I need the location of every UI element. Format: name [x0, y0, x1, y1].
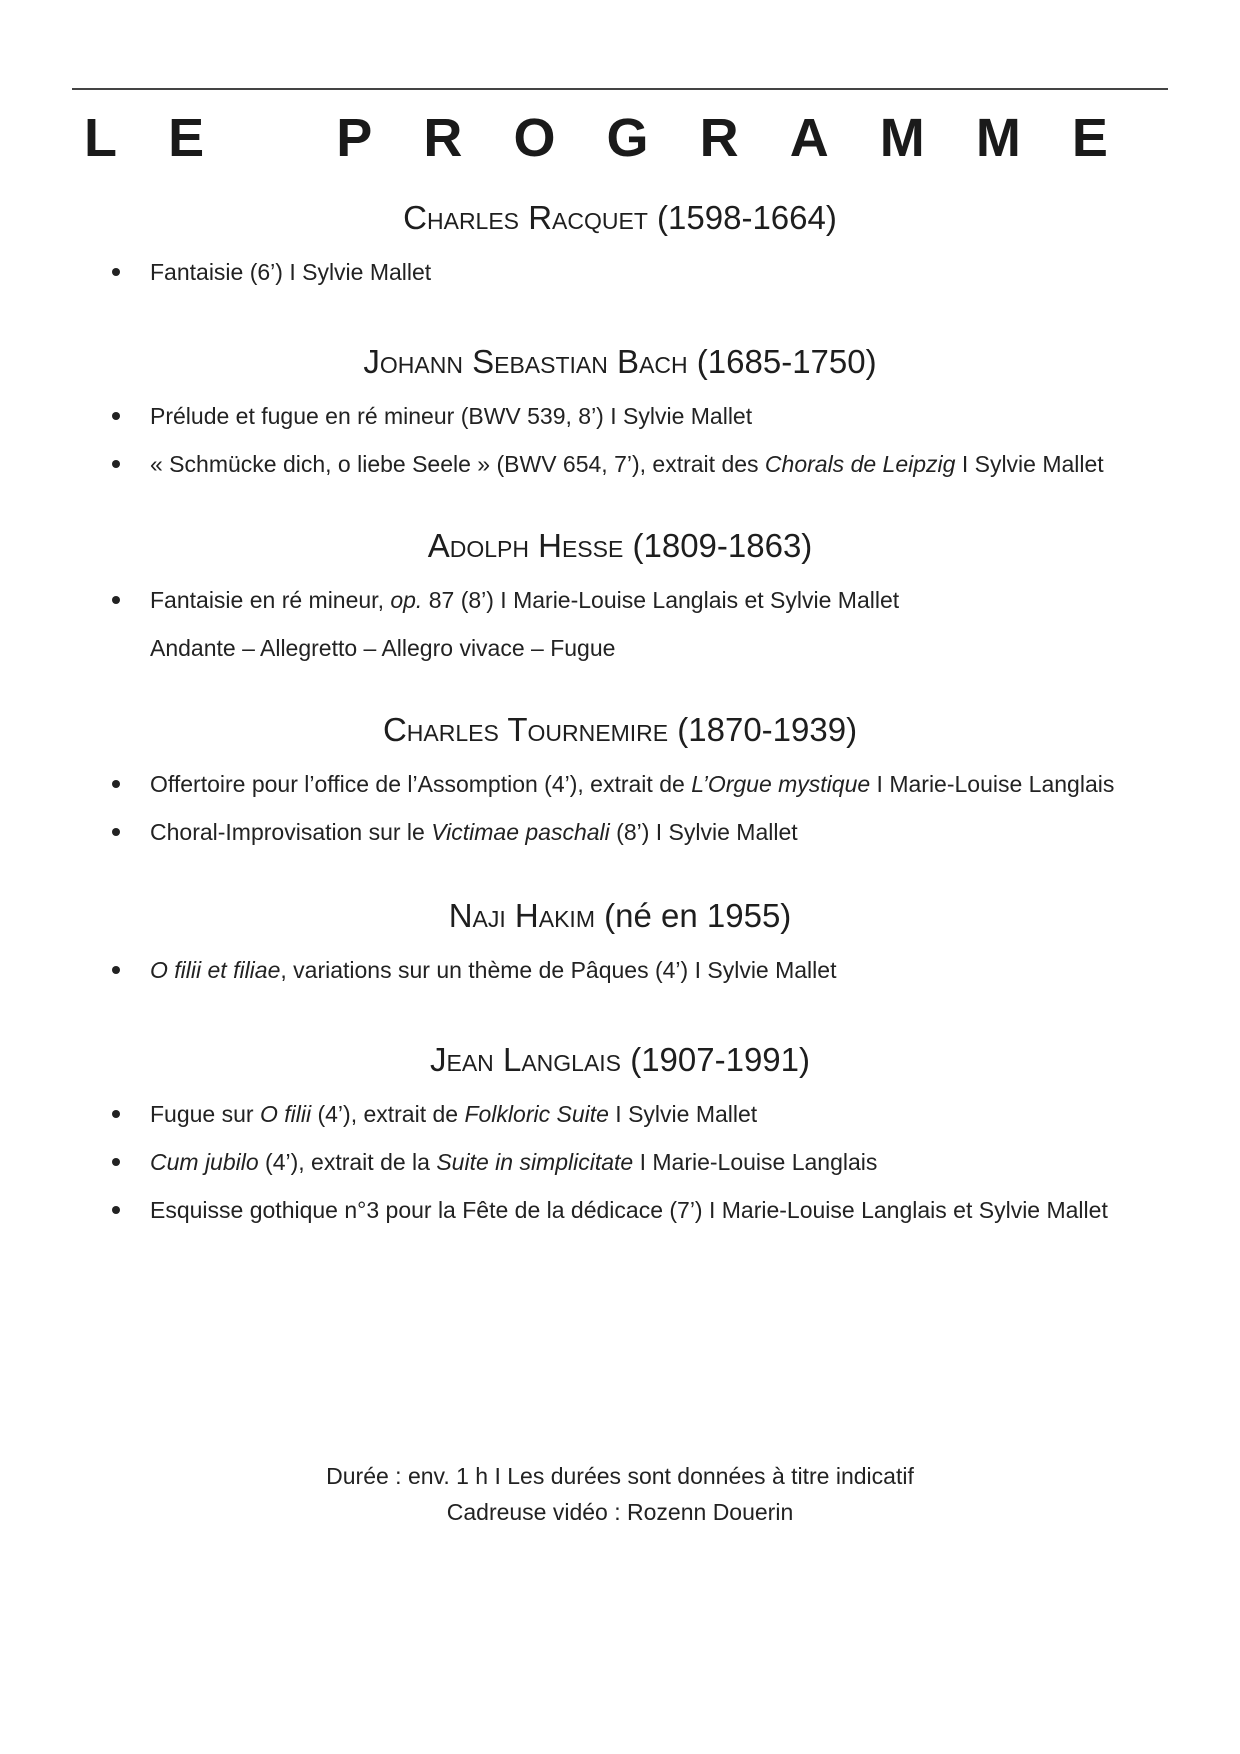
composer-name: Charles Racquet [403, 199, 648, 236]
composer-section [0, 522, 1240, 672]
work-text: Fantaisie en ré mineur, [150, 587, 391, 613]
composer-heading [40, 522, 1200, 570]
work-text: (4’), extrait de [311, 1101, 465, 1127]
work-text: Prélude et fugue en ré mineur (BWV 539, 8’) I Sylvie Mallet [150, 403, 753, 429]
work-text: I Sylvie Mallet [608, 1101, 758, 1127]
work-title-italic: Chorals de Leipzig [764, 451, 956, 477]
composer-section [0, 1036, 1240, 1234]
footer [0, 1458, 1240, 1530]
work-title-italic: Cum jubilo [150, 1149, 259, 1175]
page-title [84, 98, 1108, 178]
composer-name: Adolph Hesse [427, 527, 624, 564]
title-letter: O [513, 108, 556, 168]
composer-heading [40, 1036, 1200, 1084]
works-list [0, 1090, 1240, 1234]
work-text: Esquisse gothique n°3 pour la Fête de la dédicace (7’) I Marie-Louise Langlais et Sylvie Mallet [150, 1197, 1108, 1223]
works-list [0, 248, 1240, 296]
work-item [0, 760, 1240, 808]
work-text: , variations sur un thème de Pâques (4’) I Sylvie Mallet [280, 957, 837, 983]
duration-note: Durée : env. 1 h I Les durées sont données à titre indicatif [326, 1463, 914, 1489]
bullet-icon [112, 780, 120, 788]
composer-section [0, 706, 1240, 856]
composer-dates: (1809-1863) [632, 527, 813, 564]
composer-name: Charles Tournemire [382, 711, 669, 748]
work-title-italic: O filii et filiae [150, 957, 281, 983]
work-text: I Sylvie Mallet [955, 451, 1104, 477]
bullet-icon [112, 828, 120, 836]
work-item [0, 440, 1240, 488]
title-letter: A [789, 108, 829, 168]
works-list [0, 576, 1240, 672]
work-text: « Schmücke dich, o liebe Seele » (BWV 654, 7’), extrait des [150, 451, 765, 477]
works-list [0, 392, 1240, 488]
composer-dates: (1598-1664) [657, 199, 837, 236]
work-text: (8’) I Sylvie Mallet [609, 819, 798, 845]
composer-heading [40, 892, 1200, 940]
composer-name: Johann Sebastian Bach [363, 343, 688, 380]
composer-section [0, 338, 1240, 488]
title-letter: E [1071, 108, 1108, 168]
bullet-icon [112, 268, 120, 276]
works-list [0, 760, 1240, 856]
work-item [0, 392, 1240, 440]
composer-dates: (1907-1991) [630, 1041, 810, 1078]
title-letter: G [606, 108, 649, 168]
composer-name: Naji Hakim [448, 897, 595, 934]
composer-heading [40, 194, 1200, 242]
work-text: I Marie-Louise Langlais [870, 771, 1115, 797]
bullet-icon [112, 966, 120, 974]
title-letter: P [336, 108, 373, 168]
work-text: (4’), extrait de la [258, 1149, 437, 1175]
work-text: Fugue sur [150, 1101, 260, 1127]
bullet-icon [112, 1110, 120, 1118]
composer-dates: (né en 1955) [604, 897, 792, 934]
works-list [0, 946, 1240, 994]
title-letter: M [975, 108, 1021, 168]
work-item [0, 576, 1240, 624]
work-movements: Andante – Allegretto – Allegro vivace – Fugue [150, 635, 616, 661]
top-rule [72, 88, 1168, 90]
video-credit: Cadreuse vidéo : Rozenn Douerin [446, 1499, 794, 1525]
composer-heading [40, 338, 1200, 386]
bullet-icon [112, 596, 120, 604]
work-item [0, 1090, 1240, 1138]
work-item [0, 808, 1240, 856]
bullet-icon [112, 1206, 120, 1214]
work-title-italic: Folkloric Suite [464, 1101, 609, 1127]
work-item [0, 946, 1240, 994]
work-text: 87 (8’) I Marie-Louise Langlais et Sylvie Mallet [422, 587, 900, 613]
work-text: Offertoire pour l’office de l’Assomption (4’), extrait de [150, 771, 692, 797]
title-letter: M [879, 108, 925, 168]
work-title-italic: Victimae paschali [431, 819, 610, 845]
work-title-italic: O filii [259, 1101, 312, 1127]
bullet-icon [112, 460, 120, 468]
title-letter: E [168, 108, 205, 168]
work-text: I Marie-Louise Langlais [633, 1149, 878, 1175]
title-letter: L [84, 108, 117, 168]
composer-section [0, 892, 1240, 994]
title-letter: R [423, 108, 463, 168]
composer-name: Jean Langlais [430, 1041, 622, 1078]
work-title-italic: op. [390, 587, 423, 613]
work-item [0, 1186, 1240, 1234]
bullet-icon [112, 412, 120, 420]
composer-dates: (1870-1939) [677, 711, 858, 748]
work-item [0, 248, 1240, 296]
bullet-icon [112, 1158, 120, 1166]
work-text: Choral-Improvisation sur le [150, 819, 432, 845]
work-item [0, 1138, 1240, 1186]
composer-heading [40, 706, 1200, 754]
composer-section [0, 194, 1240, 296]
composer-dates: (1685-1750) [696, 343, 877, 380]
title-letter: R [699, 108, 739, 168]
work-text: Fantaisie (6’) I Sylvie Mallet [150, 259, 432, 285]
work-title-italic: Suite in simplicitate [436, 1149, 634, 1175]
work-title-italic: L’Orgue mystique [691, 771, 871, 797]
